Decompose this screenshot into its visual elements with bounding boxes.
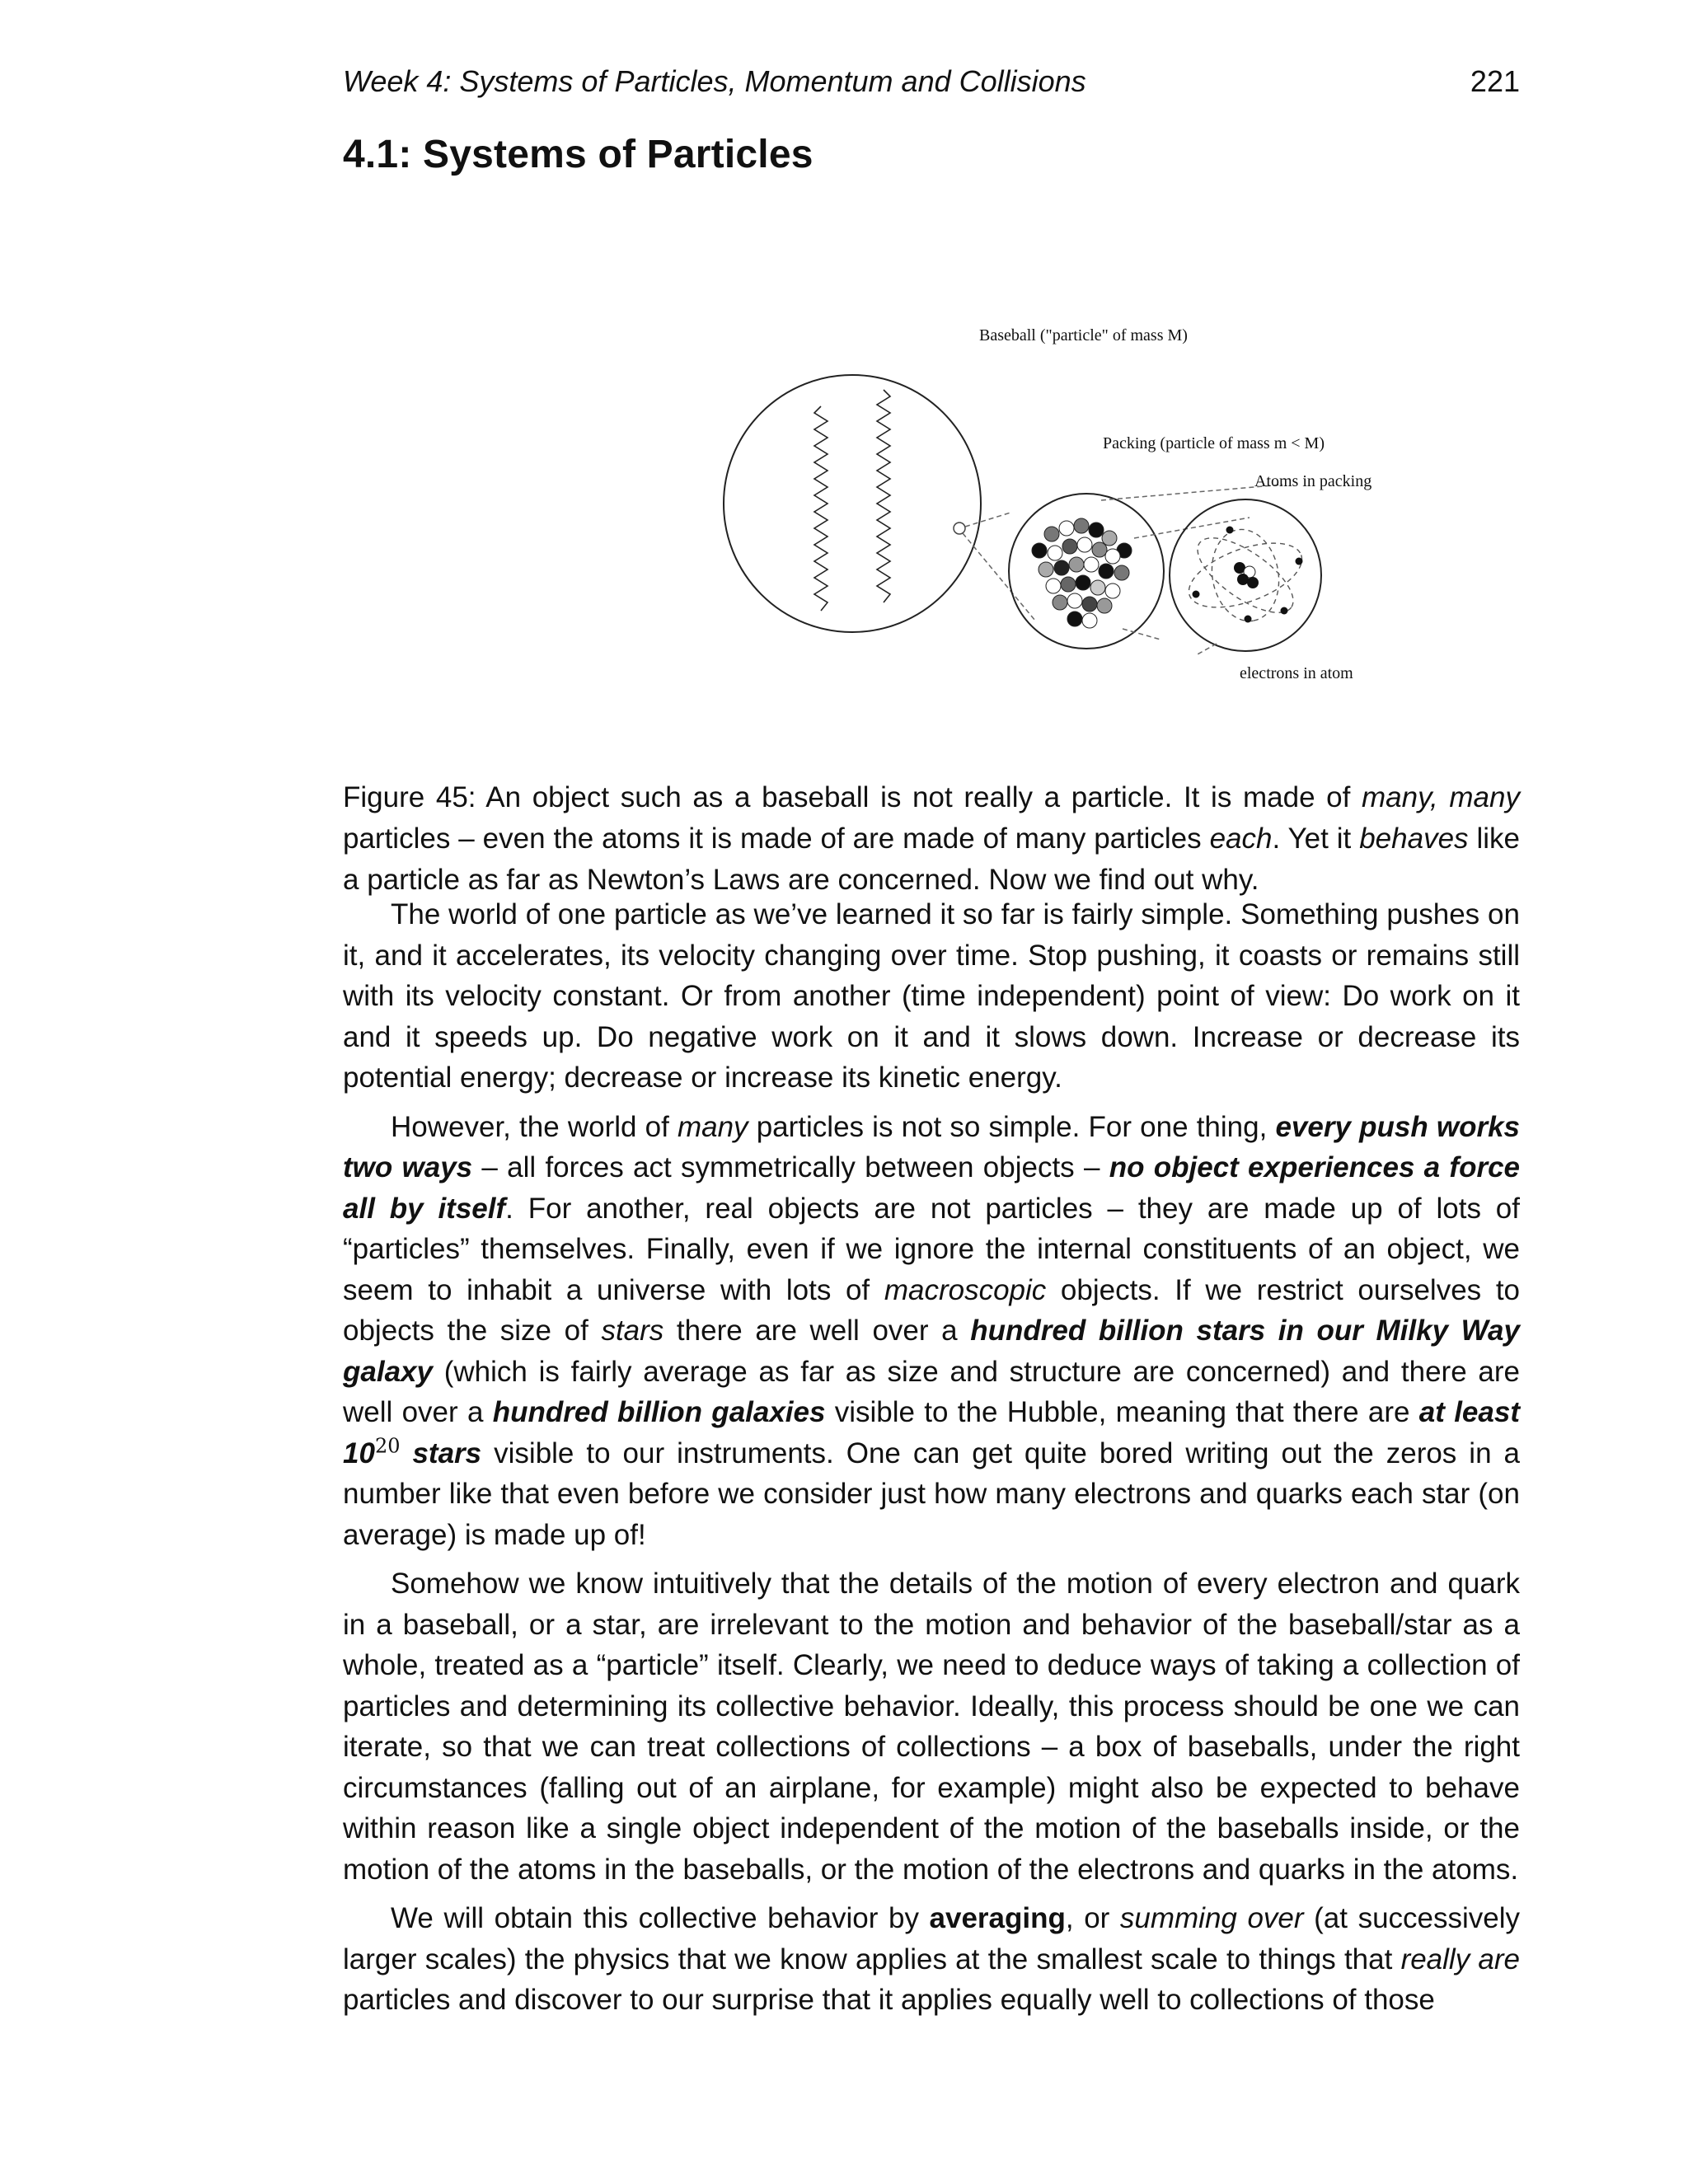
label-baseball: Baseball ("particle" of mass M) [979,326,1188,344]
paragraph-2: However, the world of many particles is not so simple. For one thing, every push works two ways – all forces act symmetrically between objects – no object experiences a force all by itself. For another, real objects are not particles – they are made up of lots of “particles” themselves. Finally, even if we ignore the internal constituents of an object, we seem to inhabit a universe with lots of macroscopic objects. If we restrict ourselves to objects the size of stars there are well over a hundred billion stars in our Milky Way galaxy (which is fairly average as far as size and structure are concerned) and there are well over a hundred billion galaxies visible to the Hubble, meaning that there are at least $10^{20}$ stars visible to our instruments. One can get quite bored writing out the zeros in a number like that even before we consider just how many electrons and quarks each star (on average) is made up of! [343,1110,1521,1551]
figure-45 [565,266,1372,695]
baseball-seam-left [814,406,828,611]
label-packing: Packing (particle of mass m < M) [1103,434,1325,452]
label-electrons: electrons in atom [1240,664,1353,682]
baseball-circle [724,375,981,632]
section-title: 4.1: Systems of Particles [343,133,814,176]
paragraph-1: The world of one particle as we’ve learned it so far is fairly simple. Something pushes on it, and it accelerates, its velocity changing over time. Stop pushing, it coasts or remains still with its velocity constant. Or from another (time independent) point of view: Do work on it and it speeds up. Do negative work on it and it slows down. Increase or decrease its potential energy; decrease or increase its kinetic energy. [343,898,1520,1094]
page-number: 221 [1470,64,1520,98]
body-text [343,894,1520,2029]
packing-particles [1032,518,1132,628]
label-atoms: Atoms in packing [1254,472,1372,490]
page [343,58,1521,2016]
paragraph-3: Somehow we know intuitively that the details of the motion of every electron and quark in a baseball, or a star, are irrelevant to the motion and behavior of the baseball/star as a whole, treated as a “particle” itself. Clearly, we need to deduce ways of taking a collection of particles and determining its collective behavior. Ideally, this process should be one we can iterate, so that we can treat collections of collections – a box of baseballs, under the right circumstances (falling out of an airplane, for example) might also be expected to behave within reason like a single object independent of the motion of the baseballs inside, or the motion of the atoms in the baseballs, or the motion of the electrons and quarks in the atoms. [343,1568,1520,1886]
running-title: Week 4: Systems of Particles, Momentum and Collisions [343,64,1086,98]
running-header [343,58,1520,102]
figure-diagram [565,266,1372,695]
paragraph-4: We will obtain this collective behavior by averaging, or summing over (at successively larger scales) the physics that we know applies at the smallest scale to things that really are particles and discover to our surprise that it applies equally well to collections of those [343,1902,1521,2016]
baseball-seam-right [877,390,890,602]
figure-caption: Figure 45: An object such as a baseball is not really a particle. It is made of many, many particles – even the atoms it is made of are made of many particles each. Yet it behaves like a particle as far as Newton’s Laws are concerned. Now we find out why. [343,781,1520,896]
nucleus [1234,562,1259,588]
packing-particle [954,523,965,534]
